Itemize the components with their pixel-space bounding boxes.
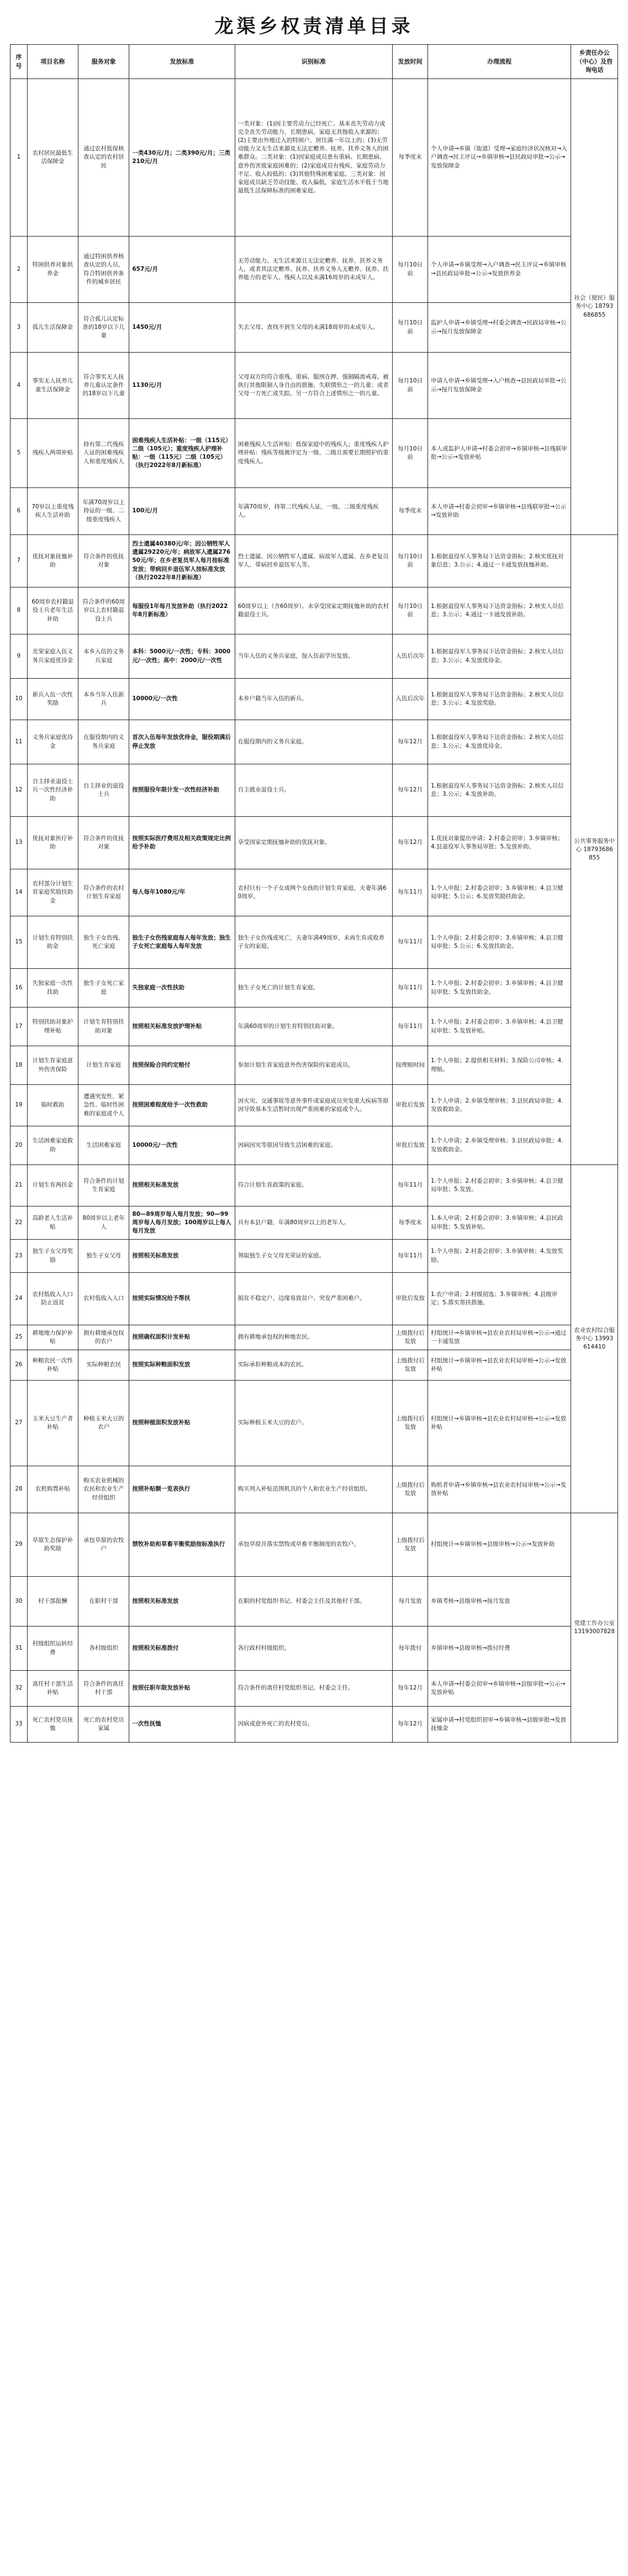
project-name: 自主择业退役士兵一次性经济补助 [27, 764, 78, 817]
responsible-office: 农业农村综合服务中心 13993614410 [571, 1165, 618, 1513]
project-name: 优抚对象抚恤补助 [27, 535, 78, 587]
service-target: 种植玉米大豆的农户 [78, 1381, 129, 1466]
eligibility-criteria: 具有本县户籍，年满80周岁以上的老年人。 [235, 1206, 393, 1240]
payment-time: 入伍后次年 [393, 634, 428, 679]
service-target: 符合条件的60周岁以上农村籍退役士兵 [78, 587, 129, 634]
project-name: 计划生育特别扶助金 [27, 916, 78, 969]
service-target: 符合条件的优抚对象 [78, 817, 129, 869]
handling-process: 监护人申请→乡镇受理→村委会调查→民政局审核→公示→按月发放保障金 [428, 303, 571, 353]
project-name: 计划生育家庭意外伤害保险 [27, 1046, 78, 1085]
handling-process: 1.个人申报；2.村委会初审；3.乡镇审核；4.县卫健局审批；5.发放。 [428, 1165, 571, 1206]
payment-time: 每年11月 [393, 916, 428, 969]
project-name: 临时救助 [27, 1085, 78, 1126]
payment-time: 每年拨付 [393, 1627, 428, 1671]
header-process: 办理流程 [428, 45, 571, 79]
service-target: 计划生育家庭 [78, 1046, 129, 1085]
table-row [10, 1466, 618, 1513]
eligibility-criteria: 享受国家定期抚恤补助的优抚对象。 [235, 817, 393, 869]
table-row [10, 634, 618, 679]
row-number: 12 [10, 764, 28, 817]
responsible-office: 党建工作办公室 13193007828 [571, 1513, 618, 1743]
row-number: 27 [10, 1381, 28, 1466]
eligibility-criteria: 农村只有一个子女或两个女孩的计划生育家庭，夫妻年满60周岁。 [235, 869, 393, 916]
project-name: 高龄老人生活补贴 [27, 1206, 78, 1240]
payment-standard: 一次性抚恤 [129, 1707, 235, 1743]
project-name: 残疾人两项补贴 [27, 419, 78, 488]
payment-time: 每月发放 [393, 1577, 428, 1627]
payment-standard: 按照相关标准发放 [129, 1165, 235, 1206]
handling-process: 1.个人申报；2.村委会初审；3.乡镇审核；4.县卫健局审批；5.公示；6.发放扶助金。 [428, 916, 571, 969]
eligibility-criteria: 购买列入补贴范围机具的个人和农业生产经营组织。 [235, 1466, 393, 1513]
table-row [10, 1707, 618, 1743]
eligibility-criteria: 父母双方均符合重残、重病、服刑在押、强制隔离戒毒、被执行其他限制人身自由的措施、失联情形之一的儿童；或者父母一方死亡或失踪，另一方符合上述情形之一的儿童。 [235, 353, 393, 419]
row-number: 3 [10, 303, 28, 353]
row-number: 30 [10, 1577, 28, 1627]
eligibility-criteria: 自主就业退役士兵。 [235, 764, 393, 817]
table-row [10, 720, 618, 764]
table-row [10, 419, 618, 488]
handling-process: 1.个人申报；2.村委会初审；3.乡镇审核；4.发放奖励。 [428, 1240, 571, 1273]
service-target: 80周岁以上老年人 [78, 1206, 129, 1240]
handling-process: 1.个人申请；2.乡镇受理审核；3.县民政局审批；4.发放救助金。 [428, 1126, 571, 1165]
service-target: 在服役期内的义务兵家庭 [78, 720, 129, 764]
handling-process: 个人申请→乡镇（街道）受理→家庭经济状况核对→入户调查→民主评议→乡镇审核→县民政局审批→公示→发放保障金 [428, 79, 571, 237]
handling-process: 1.根据退役军人事务局下达资金指标；2.核实人员信息；3.公示；4.通过一卡通发放补助。 [428, 587, 571, 634]
header-target: 服务对象 [78, 45, 129, 79]
table-row [10, 679, 618, 720]
eligibility-criteria: 烈士遗属、因公牺牲军人遗属、病故军人遗属、在乡老复员军人、带病回乡退伍军人等。 [235, 535, 393, 587]
payment-standard: 一类430元/月；二类390元/月；三类210元/月 [129, 79, 235, 237]
row-number: 17 [10, 1008, 28, 1046]
service-target: 符合条件的离任村干部 [78, 1671, 129, 1707]
payment-standard: 按照相关标准发放 [129, 1577, 235, 1627]
table-row [10, 1381, 618, 1466]
project-name: 草原生态保护补助奖励 [27, 1513, 78, 1577]
row-number: 9 [10, 634, 28, 679]
row-number: 5 [10, 419, 28, 488]
row-number: 32 [10, 1671, 28, 1707]
header-dept: 乡责任办公（中心）及咨询电话 [571, 45, 618, 79]
handling-process: 乡镇考核→县级审核→按月发放 [428, 1577, 571, 1627]
eligibility-criteria: 因病或意外死亡的农村党员。 [235, 1707, 393, 1743]
payment-time: 每年12月 [393, 720, 428, 764]
table-row [10, 353, 618, 419]
payment-time: 每年12月 [393, 1671, 428, 1707]
project-name: 玉米大豆生产者补贴 [27, 1381, 78, 1466]
project-name: 新兵入伍一次性奖励 [27, 679, 78, 720]
eligibility-criteria: 本乡户籍当年入伍的新兵。 [235, 679, 393, 720]
payment-standard: 1130元/月 [129, 353, 235, 419]
eligibility-criteria: 失去父母、查找不到生父母的未满18周岁的未成年人。 [235, 303, 393, 353]
payment-time: 每年11月 [393, 1240, 428, 1273]
service-target: 通过农村低保核查认定的农村居民 [78, 79, 129, 237]
eligibility-criteria: 拥有耕地承包权的种地农民。 [235, 1325, 393, 1350]
handling-process: 申请人申请→乡镇受理→入户核查→县民政局审批→公示→按月发放保障金 [428, 353, 571, 419]
payment-standard: 按照相关标准发放 [129, 1240, 235, 1273]
row-number: 8 [10, 587, 28, 634]
handling-process: 1.个人申报；2.村委会初审；3.乡镇审核；4.县卫健局审批；5.发放扶助金。 [428, 969, 571, 1008]
project-name: 独生子女父母奖励 [27, 1240, 78, 1273]
payment-time: 每月10日前 [393, 237, 428, 303]
payment-standard: 按照补贴额一览表执行 [129, 1466, 235, 1513]
payment-standard: 每人每年1080元/年 [129, 869, 235, 916]
project-name: 计划生育两扶金 [27, 1165, 78, 1206]
project-name: 农村居民最低生活保障金 [27, 79, 78, 237]
payment-standard: 按照保险合同约定赔付 [129, 1046, 235, 1085]
payment-time: 每季度末 [393, 488, 428, 535]
payment-standard: 每服役1年每月发放补助（执行2022年8月新标准） [129, 587, 235, 634]
project-name: 耕地地力保护补贴 [27, 1325, 78, 1350]
table-row [10, 817, 618, 869]
table-row [10, 1165, 618, 1206]
table-row [10, 587, 618, 634]
row-number: 10 [10, 679, 28, 720]
eligibility-criteria: 符合条件的离任村党组织书记、村委会主任。 [235, 1671, 393, 1707]
payment-time: 入伍后次年 [393, 679, 428, 720]
payment-time: 每年11月 [393, 969, 428, 1008]
table-row [10, 303, 618, 353]
header-no: 序号 [10, 45, 28, 79]
handling-process: 1.个人申报；2.村委会初审；3.乡镇审核；4.县卫健局审批；5.发放补贴。 [428, 1008, 571, 1046]
handling-process: 本人申请→村委会初审→乡镇审核→县残联审批→公示→发放补助 [428, 488, 571, 535]
table-row [10, 1085, 618, 1126]
project-name: 光荣家庭入伍义务兵家庭优待金 [27, 634, 78, 679]
payment-standard: 1450元/月 [129, 303, 235, 353]
service-target: 在职村干部 [78, 1577, 129, 1627]
service-target: 遭遇突发性、紧急性、临时性困难的家庭或个人 [78, 1085, 129, 1126]
row-number: 14 [10, 869, 28, 916]
table-row [10, 535, 618, 587]
payment-standard: 按照服役年限计发一次性经济补助 [129, 764, 235, 817]
service-target: 符合事实无人抚养儿童认定条件的18岁以下儿童 [78, 353, 129, 419]
handling-process: 1.根据退役军人事务局下达资金指标；2.核实优抚对象信息；3.公示；4.通过一卡通发放抚恤补助。 [428, 535, 571, 587]
row-number: 23 [10, 1240, 28, 1273]
table-row [10, 1046, 618, 1085]
service-target: 符合条件的计划生育家庭 [78, 1165, 129, 1206]
row-number: 16 [10, 969, 28, 1008]
service-target: 符合条件的农村计划生育家庭 [78, 869, 129, 916]
row-number: 21 [10, 1165, 28, 1206]
service-target: 死亡的农村党员家属 [78, 1707, 129, 1743]
table-row [10, 1240, 618, 1273]
service-target: 符合孤儿认定标准的18岁以下儿童 [78, 303, 129, 353]
table-header-row [10, 45, 618, 79]
row-number: 20 [10, 1126, 28, 1165]
project-name: 失独家庭一次性扶助 [27, 969, 78, 1008]
eligibility-criteria: 领取独生子女父母光荣证的家庭。 [235, 1240, 393, 1273]
payment-time: 上级拨付后发放 [393, 1466, 428, 1513]
eligibility-criteria: 60周岁以上（含60周岁）、未享受国家定期抚恤补助的农村籍退役士兵。 [235, 587, 393, 634]
payment-standard: 657元/月 [129, 237, 235, 303]
handling-process: 1.本人申请；2.村委会初审；3.乡镇审核；4.县民政局审批；5.发放补贴。 [428, 1206, 571, 1240]
eligibility-criteria: 因火灾、交通事故等意外事件或家庭成员突发重大疾病等原因导致基本生活暂时出现严重困难的家庭或个人。 [235, 1085, 393, 1126]
project-name: 70岁以上重度残疾人生活补助 [27, 488, 78, 535]
eligibility-criteria: 脱贫不稳定户、边缘易致贫户、突发严重困难户。 [235, 1273, 393, 1325]
subsidy-table [10, 44, 618, 1743]
table-row [10, 1325, 618, 1350]
eligibility-criteria: 参加计划生育家庭意外伤害保险的家庭成员。 [235, 1046, 393, 1085]
payment-time: 每年12月 [393, 817, 428, 869]
table-row [10, 1671, 618, 1707]
handling-process: 1.根据退役军人事务局下达资金指标；2.核实人员信息；3.公示；4.发放优待金。 [428, 720, 571, 764]
payment-time: 每月10日前 [393, 303, 428, 353]
header-name: 项目名称 [27, 45, 78, 79]
payment-standard: 按照种植面积发放补贴 [129, 1381, 235, 1466]
header-standard: 发放标准 [129, 45, 235, 79]
service-target: 承包草原的农牧户 [78, 1513, 129, 1577]
handling-process: 本人申请→村委会初审→乡镇审核→县级审批→公示→发放补贴 [428, 1671, 571, 1707]
service-target: 购买农业机械的农民和农业生产经营组织 [78, 1466, 129, 1513]
payment-time: 每月10日前 [393, 419, 428, 488]
payment-standard: 10000元/一次性 [129, 1126, 235, 1165]
table-row [10, 1350, 618, 1381]
payment-standard: 按照确权面积计发补贴 [129, 1325, 235, 1350]
handling-process: 购机者申请→乡镇审核→县农业农村局审核→公示→发放补贴 [428, 1466, 571, 1513]
row-number: 7 [10, 535, 28, 587]
project-name: 生活困难家庭救助 [27, 1126, 78, 1165]
service-target: 通过特困供养核查认定的人员，符合特困供养条件的城乡居民 [78, 237, 129, 303]
payment-time: 按理赔时间 [393, 1046, 428, 1085]
table-row [10, 969, 618, 1008]
handling-process: 村组统计→乡镇审核→县级审核→公示→发放补助 [428, 1513, 571, 1577]
eligibility-criteria: 在服役期内的义务兵家庭。 [235, 720, 393, 764]
service-target: 独生子女伤残、死亡家庭 [78, 916, 129, 969]
payment-standard: 按照任职年限发放补贴 [129, 1671, 235, 1707]
row-number: 18 [10, 1046, 28, 1085]
service-target: 本乡入伍的义务兵家庭 [78, 634, 129, 679]
handling-process: 村组统计→乡镇审核→县农业农村局审核→公示→发放补贴 [428, 1350, 571, 1381]
handling-process: 乡镇审核→县级审核→拨付经费 [428, 1627, 571, 1671]
project-name: 义务兵家庭优待金 [27, 720, 78, 764]
payment-time: 每月10日前 [393, 587, 428, 634]
handling-process: 1.优抚对象提出申请；2.村委会初审；3.乡镇审核；4.县退役军人事务局审批；5.发放补助。 [428, 817, 571, 869]
project-name: 死亡农村党员抚恤 [27, 1707, 78, 1743]
header-time: 发放时间 [393, 45, 428, 79]
project-name: 特别扶助对象护理补贴 [27, 1008, 78, 1046]
handling-process: 1.根据退役军人事务局下达资金指标；2.核实人员信息；3.公示；4.发放补助。 [428, 764, 571, 817]
handling-process: 1.个人申报；2.村委会初审；3.乡镇审核；4.县卫健局审批；5.公示；6.发放奖励扶助金。 [428, 869, 571, 916]
payment-standard: 困难残疾人生活补贴：一级（115元）二级（105元）；重度残疾人护理补贴：一级（115元）二级（105元）（执行2022年8月新标准） [129, 419, 235, 488]
handling-process: 1.个人申报；2.提供相关材料；3.保险公司审核；4.理赔。 [428, 1046, 571, 1085]
row-number: 31 [10, 1627, 28, 1671]
payment-time: 上级拨付后发放 [393, 1325, 428, 1350]
payment-time: 每季度末 [393, 79, 428, 237]
service-target: 年满70周岁以上持证的一级、二级重度残疾人 [78, 488, 129, 535]
eligibility-criteria: 实际种植玉米大豆的农户。 [235, 1381, 393, 1466]
handling-process: 1.农户申请；2.村级初选；3.乡镇审核；4.县级审定；5.落实帮扶措施。 [428, 1273, 571, 1325]
row-number: 26 [10, 1350, 28, 1381]
handling-process: 本人或监护人申请→村委会初审→乡镇审核→县残联审批→公示→发放补贴 [428, 419, 571, 488]
payment-standard: 失独家庭一次性扶助 [129, 969, 235, 1008]
project-name: 孤儿生活保障金 [27, 303, 78, 353]
project-name: 农村低收入人口防止返贫 [27, 1273, 78, 1325]
payment-standard: 按照相关标准拨付 [129, 1627, 235, 1671]
eligibility-criteria: 年满70周岁，持第二代残疾人证，一级、二级重度残疾人。 [235, 488, 393, 535]
handling-process: 村组统计→乡镇审核→县农业农村局审核→公示→发放补贴 [428, 1381, 571, 1466]
handling-process: 1.根据退役军人事务局下达资金指标；2.核实人员信息；3.公示；4.发放奖励。 [428, 679, 571, 720]
row-number: 15 [10, 916, 28, 969]
project-name: 村干部报酬 [27, 1577, 78, 1627]
payment-time: 审批后发放 [393, 1085, 428, 1126]
payment-standard: 烈士遗属40380元/年；因公牺牲军人遗属29220元/年；病故军人遗属27650元/年；在乡老复员军人每月按标准发放；带病回乡退伍军人按标准发放（执行2022年8月新标准） [129, 535, 235, 587]
project-name: 农机购置补贴 [27, 1466, 78, 1513]
table-row [10, 869, 618, 916]
handling-process: 个人申请→乡镇受理→入户调查→民主评议→乡镇审核→县民政局审批→公示→发放供养金 [428, 237, 571, 303]
service-target: 农村低收入人口 [78, 1273, 129, 1325]
row-number: 6 [10, 488, 28, 535]
service-target: 自主择业的退役士兵 [78, 764, 129, 817]
payment-standard: 本科：5000元/一次性；专科：3000元/一次性；高中：2000元/一次性 [129, 634, 235, 679]
payment-standard: 按照实际医疗费用及相关政策规定比例给予补助 [129, 817, 235, 869]
eligibility-criteria: 独生子女伤残或死亡，夫妻年满49周岁，未再生育或收养子女的家庭。 [235, 916, 393, 969]
payment-standard: 10000元/一次性 [129, 679, 235, 720]
project-name: 优抚对象医疗补助 [27, 817, 78, 869]
row-number: 28 [10, 1466, 28, 1513]
table-row [10, 79, 618, 237]
payment-time: 每季度末 [393, 1206, 428, 1240]
table-row [10, 916, 618, 969]
payment-standard: 按照实际情况给予帮扶 [129, 1273, 235, 1325]
service-target: 各村级组织 [78, 1627, 129, 1671]
payment-standard: 独生子女伤残家庭每人每年发放；独生子女死亡家庭每人每年发放 [129, 916, 235, 969]
project-name: 特困供养对象供养金 [27, 237, 78, 303]
project-name: 事实无人抚养儿童生活保障金 [27, 353, 78, 419]
project-name: 农村部分计划生育家庭奖励扶助金 [27, 869, 78, 916]
table-body [10, 79, 618, 1743]
service-target: 独生子女死亡家庭 [78, 969, 129, 1008]
table-row [10, 1513, 618, 1577]
service-target: 本乡当年入伍新兵 [78, 679, 129, 720]
payment-standard: 按照实际种粮面积发放 [129, 1350, 235, 1381]
table-row [10, 1206, 618, 1240]
table-row [10, 488, 618, 535]
payment-time: 上级拨付后发放 [393, 1513, 428, 1577]
row-number: 11 [10, 720, 28, 764]
payment-standard: 100元/月 [129, 488, 235, 535]
table-row [10, 1577, 618, 1627]
header-criteria: 识别标准 [235, 45, 393, 79]
eligibility-criteria: 因病因灾等原因导致生活困难的家庭。 [235, 1126, 393, 1165]
row-number: 22 [10, 1206, 28, 1240]
page-title: 龙渠乡权责清单目录 [214, 15, 414, 38]
service-target: 实际种粮农民 [78, 1350, 129, 1381]
table-row [10, 1273, 618, 1325]
payment-time: 每年11月 [393, 1165, 428, 1206]
payment-time: 每年12月 [393, 764, 428, 817]
project-name: 60周岁农村籍退役士兵老年生活补助 [27, 587, 78, 634]
row-number: 33 [10, 1707, 28, 1743]
handling-process: 家属申请→村党组织初审→乡镇审核→县级审批→发放抚恤金 [428, 1707, 571, 1743]
payment-standard: 80—89周岁每人每月发放；90—99周岁每人每月发放；100周岁以上每人每月发放 [129, 1206, 235, 1240]
payment-time: 每年11月 [393, 869, 428, 916]
payment-standard: 首次入伍每年发放优待金，服役期满后停止发放 [129, 720, 235, 764]
payment-time: 每月10日前 [393, 535, 428, 587]
row-number: 2 [10, 237, 28, 303]
table-row [10, 237, 618, 303]
payment-time: 每年12月 [393, 1707, 428, 1743]
row-number: 1 [10, 79, 28, 237]
table-row [10, 1126, 618, 1165]
eligibility-criteria: 符合计划生育政策的家庭。 [235, 1165, 393, 1206]
eligibility-criteria: 各行政村村级组织。 [235, 1627, 393, 1671]
row-number: 19 [10, 1085, 28, 1126]
payment-time: 审批后发放 [393, 1126, 428, 1165]
row-number: 29 [10, 1513, 28, 1577]
eligibility-criteria: 困难残疾人生活补贴：低保家庭中的残疾人；重度残疾人护理补贴：残疾等级被评定为一级、二级且需要长期照护的重度残疾人。 [235, 419, 393, 488]
table-row [10, 1627, 618, 1671]
service-target: 计划生育特别扶助对象 [78, 1008, 129, 1046]
payment-time: 每年11月 [393, 1008, 428, 1046]
service-target: 独生子女父母 [78, 1240, 129, 1273]
eligibility-criteria: 无劳动能力、无生活来源且无法定赡养、抚养、扶养义务人，或者其法定赡养、抚养、扶养义务人无赡养、抚养、扶养能力的老年人、残疾人以及未满16周岁的未成年人。 [235, 237, 393, 303]
payment-time: 审批后发放 [393, 1273, 428, 1325]
eligibility-criteria: 独生子女死亡的计划生育家庭。 [235, 969, 393, 1008]
row-number: 24 [10, 1273, 28, 1325]
payment-standard: 按照相关标准发放护理补贴 [129, 1008, 235, 1046]
service-target: 生活困难家庭 [78, 1126, 129, 1165]
eligibility-criteria: 在职的村党组织书记、村委会主任及其他村干部。 [235, 1577, 393, 1627]
project-name: 村级组织运转经费 [27, 1627, 78, 1671]
eligibility-criteria: 承包草原并落实禁牧或草畜平衡制度的农牧户。 [235, 1513, 393, 1577]
eligibility-criteria: 一类对象：(1)因主要劳动力已经死亡、基本丧失劳动力或完全丧失劳动能力，长期患病，家庭无其他收入来源的；(2)主要由外地迁入的特困户，居住满一年以上的；(3)无劳动能力又无生活来源及无法定赡养、抚养、扶养义务人的困难群众。二类对象：(1)因家庭成员患有重病、长期患病、意外伤害致家庭困难的；(2)家庭成员有残疾、家庭劳动力不足、收入较低的；(3)其他特殊困难家庭。三类对象：因家庭成员缺乏劳动技能、收入偏低，家庭生活水平低于当地最低生活保障标准的困难家庭。 [235, 79, 393, 237]
eligibility-criteria: 当年入伍的义务兵家庭，按入伍前学历发放。 [235, 634, 393, 679]
service-target: 拥有耕地承包权的农户 [78, 1325, 129, 1350]
row-number: 25 [10, 1325, 28, 1350]
eligibility-criteria: 实际承担种粮成本的农民。 [235, 1350, 393, 1381]
service-target: 符合条件的优抚对象 [78, 535, 129, 587]
payment-time: 上级拨付后发放 [393, 1350, 428, 1381]
payment-standard: 禁牧补助和草畜平衡奖励按标准执行 [129, 1513, 235, 1577]
row-number: 13 [10, 817, 28, 869]
handling-process: 村组统计→乡镇审核→县农业农村局审核→公示→通过一卡通发放 [428, 1325, 571, 1350]
responsible-office: 社会（便民）服务中心 18793686855 [571, 79, 618, 535]
service-target: 持有第二代残疾人证的困难残疾人和重度残疾人 [78, 419, 129, 488]
project-name: 离任村干部生活补贴 [27, 1671, 78, 1707]
payment-time: 每月10日前 [393, 353, 428, 419]
handling-process: 1.根据退役军人事务局下达资金指标；2.核实人员信息；3.公示；4.发放优待金。 [428, 634, 571, 679]
eligibility-criteria: 年满60周岁的计划生育特别扶助对象。 [235, 1008, 393, 1046]
payment-standard: 按照困难程度给予一次性救助 [129, 1085, 235, 1126]
table-row [10, 764, 618, 817]
project-name: 种粮农民一次性补贴 [27, 1350, 78, 1381]
handling-process: 1.个人申请；2.乡镇受理审核；3.县民政局审批；4.发放救助金。 [428, 1085, 571, 1126]
responsible-office: 公共事务服务中心 18793686855 [571, 535, 618, 1165]
row-number: 4 [10, 353, 28, 419]
payment-time: 上级拨付后发放 [393, 1381, 428, 1466]
table-row [10, 1008, 618, 1046]
